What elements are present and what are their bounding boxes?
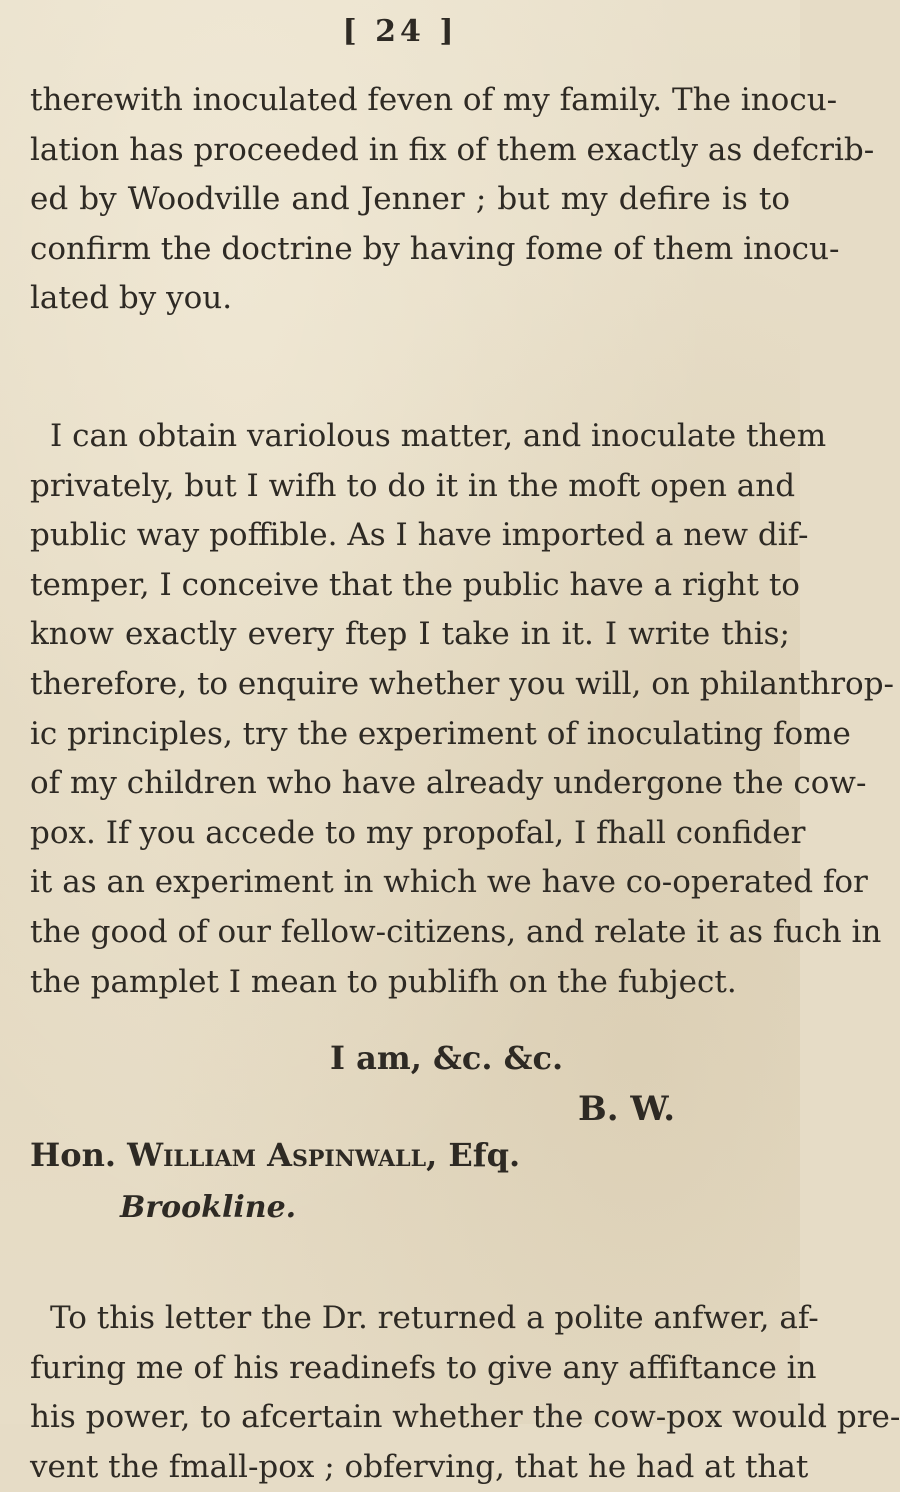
text-line: public way poffible. As I have imported a new dif- [30,517,809,554]
text-line: I can obtain variolous matter, and inoculate them [50,418,827,454]
text-line: pox. If you accede to my propofal, I fhall confider [30,814,806,851]
addressee-place: Brookline. [120,1190,297,1225]
text-line: therefore, to enquire whether you will, on philanthrop- [30,665,895,702]
text-line: To this letter the Dr. returned a polite anfwer, af- [50,1300,819,1336]
addressee-name: William Aspinwall, [127,1136,438,1174]
text-line: furing me of his readinefs to give any affiftance in [30,1349,817,1386]
text-line: confirm the doctrine by having fome of them inocu- [30,230,840,267]
text-line: privately, but I wifh to do it in the moft open and [30,467,796,504]
text-line: ed by Woodville and Jenner ; but my defire is to [30,181,790,218]
text-line: the pamplet I mean to publifh on the fubject. [30,963,737,1000]
letter-signature: B. W. [578,1089,676,1129]
addressee-suffix: Efq. [448,1136,521,1174]
paragraph-3 [30,1294,900,1492]
page-number: [ 24 ] [342,14,458,49]
letter-signoff: I am, &c. &c. [330,1039,564,1077]
text-line: temper, I conceive that the public have a right to [30,566,800,603]
addressee-prefix: Hon. [30,1136,116,1174]
text-line: know exactly every ftep I take in it. I write this; [30,616,790,653]
text-line: his power, to afcertain whether the cow-pox would pre- [30,1399,900,1436]
text-line: of my children who have already undergone the cow- [30,765,867,802]
paragraph-1 [30,76,875,324]
text-line: vent the fmall-pox ; obferving, that he had at that [30,1448,809,1485]
text-line: ic principles, try the experiment of inoculating fome [30,715,851,752]
text-line: it as an experiment in which we have co-operated for [30,864,868,901]
text-line: the good of our fellow-citizens, and relate it as fuch in [30,913,882,950]
letter-addressee [30,1136,520,1174]
paragraph-2 [30,412,895,1007]
text-line: therewith inoculated feven of my family. The inocu- [30,82,838,118]
text-line: lation has proceeded in fix of them exactly as defcrib- [30,131,875,168]
text-line: lated by you. [30,280,233,317]
